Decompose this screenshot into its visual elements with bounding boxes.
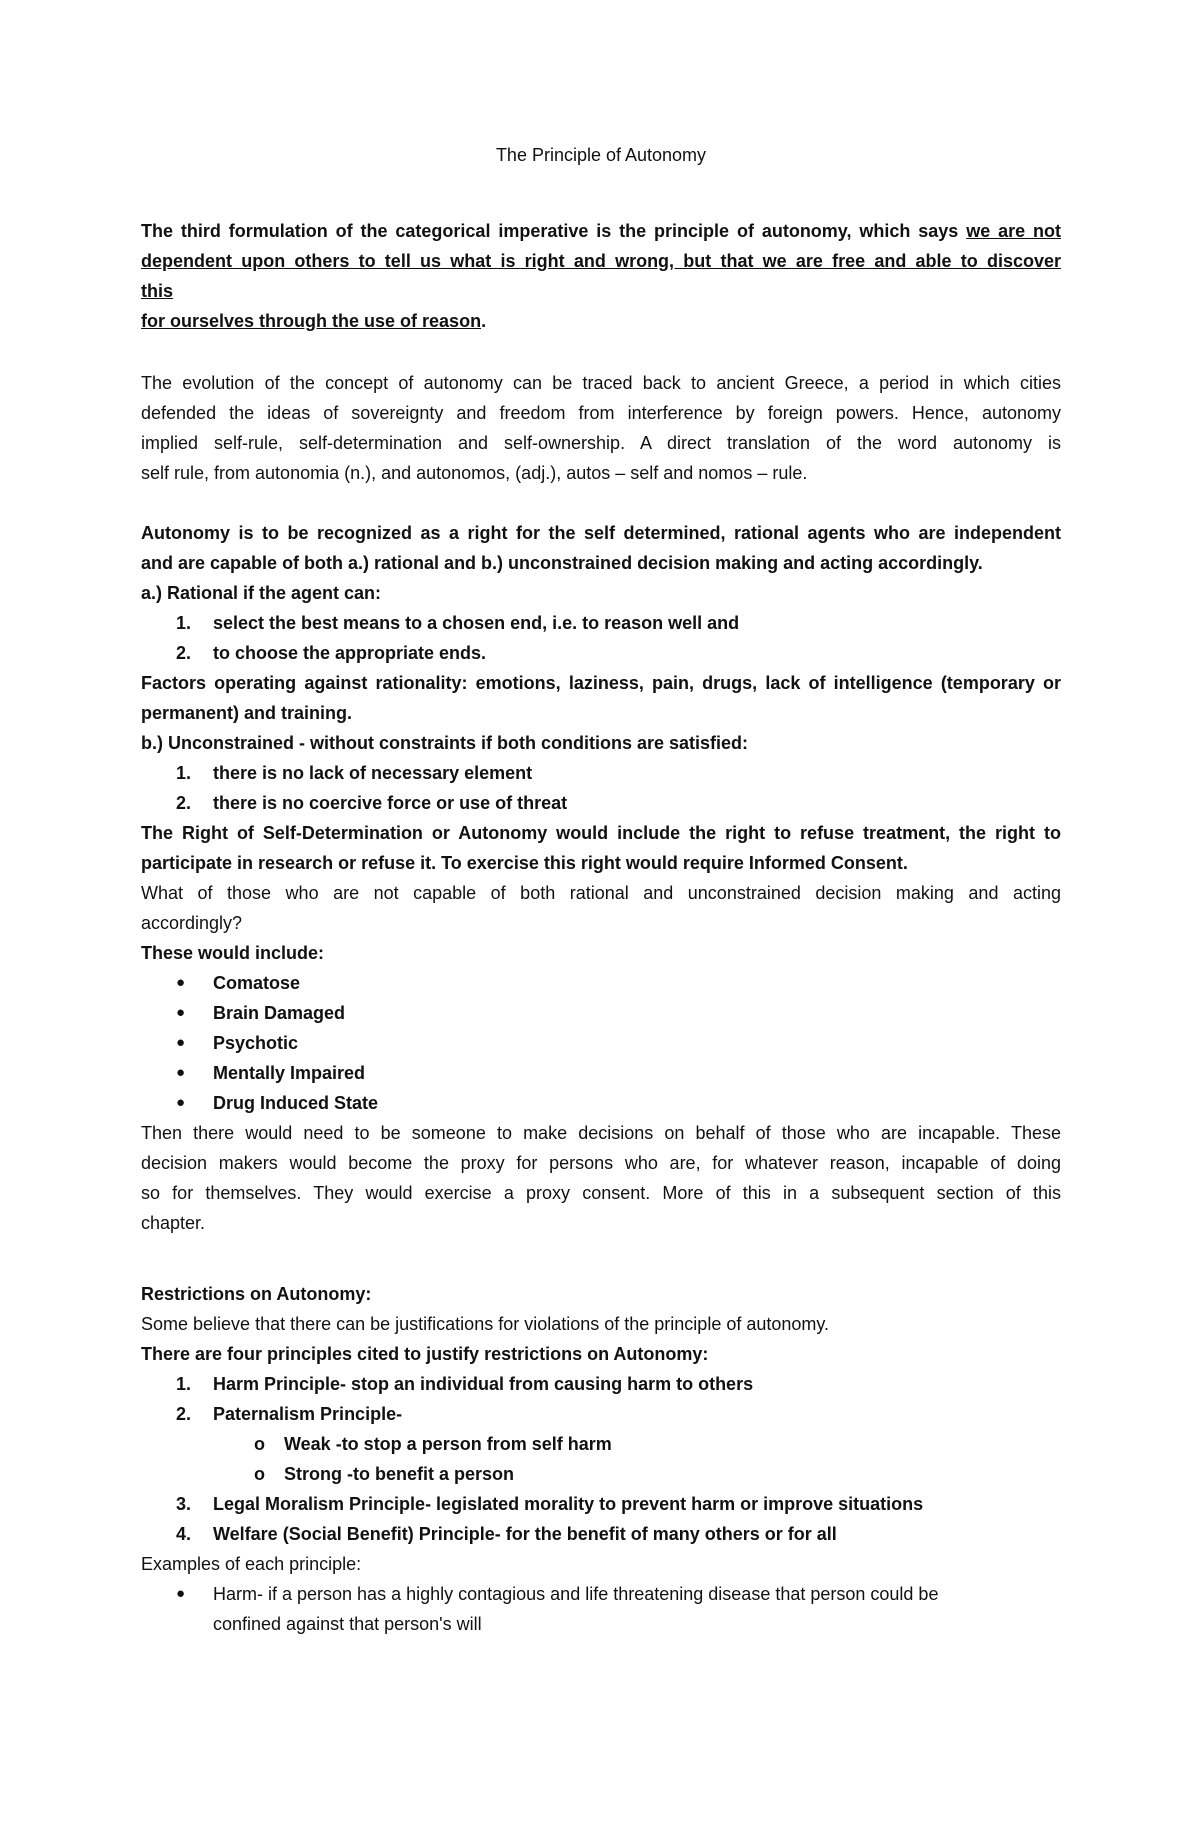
- intro-tail: .: [481, 311, 487, 331]
- proxy-line-4: chapter.: [141, 1213, 206, 1233]
- list-number: 2.: [176, 793, 192, 813]
- evolution-line-2: defended the ideas of sovereignty and freedom from interference by foreign powers. Hence, autonomy: [141, 403, 1061, 423]
- list-text: there is no lack of necessary element: [213, 763, 533, 783]
- sub-list-text: Strong -to benefit a person: [284, 1464, 515, 1484]
- examples-heading: Examples of each principle:: [141, 1554, 362, 1574]
- list-text: Legal Moralism Principle- legislated morality to prevent harm or improve situations: [213, 1494, 924, 1514]
- list-text: Psychotic: [213, 1033, 299, 1053]
- bullet-icon: ●: [176, 974, 186, 991]
- list-number: 1.: [176, 1374, 192, 1394]
- factors-line-2: permanent) and training.: [141, 703, 353, 723]
- list-text: Harm- if a person has a highly contagious and life threatening disease that person could be: [213, 1584, 939, 1604]
- bullet-icon: ●: [176, 1585, 186, 1602]
- intro-underlined-4: for ourselves through the use of reason: [141, 311, 482, 331]
- restrictions-line-1: Some believe that there can be justifications for violations of the principle of autonomy.: [141, 1314, 830, 1334]
- proxy-line-2: decision makers would become the proxy for persons who are, for whatever reason, incapable of doing: [141, 1153, 1061, 1173]
- unconstrained-heading: b.) Unconstrained - without constraints if both conditions are satisfied:: [141, 733, 749, 753]
- list-number: 2.: [176, 643, 192, 663]
- question-line-1: What of those who are not capable of both rational and unconstrained decision making and acting: [141, 883, 1061, 903]
- question-line-2: accordingly?: [141, 913, 243, 933]
- list-text: Welfare (Social Benefit) Principle- for the benefit of many others or for all: [213, 1524, 837, 1544]
- intro-line-1: [141, 220, 1061, 242]
- list-number: 2.: [176, 1404, 192, 1424]
- evolution-line-4: self rule, from autonomia (n.), and autonomos, (adj.), autos – self and nomos – rule.: [141, 463, 808, 483]
- self-determination-line-1: The Right of Self-Determination or Autonomy would include the right to refuse treatment, the right to: [141, 823, 1061, 843]
- rational-heading: a.) Rational if the agent can:: [141, 583, 382, 603]
- bullet-icon: ●: [176, 1004, 186, 1021]
- bullet-icon: ●: [176, 1034, 186, 1051]
- evolution-line-3: implied self-rule, self-determination and self-ownership. A direct translation of the word autonomy is: [141, 433, 1061, 453]
- list-text: select the best means to a chosen end, i.e. to reason well and: [213, 613, 740, 633]
- right-line-2: and are capable of both a.) rational and b.) unconstrained decision making and acting accordingly.: [141, 553, 983, 573]
- page-title: The Principle of Autonomy: [495, 145, 707, 165]
- list-number: 3.: [176, 1494, 192, 1514]
- list-text: Comatose: [213, 973, 301, 993]
- evolution-line-1: The evolution of the concept of autonomy can be traced back to ancient Greece, a period in which cities: [141, 373, 1061, 393]
- sub-bullet: o: [254, 1464, 265, 1484]
- bullet-icon: ●: [176, 1064, 186, 1081]
- self-determination-line-2: participate in research or refuse it. To exercise this right would require Informed Consent.: [141, 853, 908, 873]
- bullet-icon: ●: [176, 1094, 186, 1111]
- intro-underlined-3: this: [141, 281, 174, 301]
- intro-underlined-2: dependent upon others to tell us what is right and wrong, but that we are free and able to discover: [141, 251, 1061, 271]
- factors-line-1: Factors operating against rationality: emotions, laziness, pain, drugs, lack of intelligence (temporary or: [141, 673, 1061, 693]
- list-text: to choose the appropriate ends.: [213, 643, 487, 663]
- restrictions-heading: Restrictions on Autonomy:: [141, 1284, 372, 1304]
- list-text: Paternalism Principle-: [213, 1404, 403, 1424]
- sub-list-text: Weak -to stop a person from self harm: [284, 1434, 612, 1454]
- restrictions-line-2: There are four principles cited to justify restrictions on Autonomy:: [141, 1344, 709, 1364]
- list-text: Harm Principle- stop an individual from causing harm to others: [213, 1374, 754, 1394]
- intro-line-4: [141, 310, 486, 332]
- sub-bullet: o: [254, 1434, 265, 1454]
- list-text: Mentally Impaired: [213, 1063, 366, 1083]
- proxy-line-3: so for themselves. They would exercise a proxy consent. More of this in a subsequent section of this: [141, 1183, 1061, 1203]
- list-text: Brain Damaged: [213, 1003, 346, 1023]
- proxy-line-1: Then there would need to be someone to make decisions on behalf of those who are incapable. These: [141, 1123, 1061, 1143]
- list-number: 4.: [176, 1524, 192, 1544]
- list-number: 1.: [176, 763, 192, 783]
- include-heading: These would include:: [141, 943, 325, 963]
- list-text: confined against that person's will: [213, 1614, 482, 1634]
- list-text: Drug Induced State: [213, 1093, 379, 1113]
- intro-underlined-1: we are not: [966, 221, 1061, 241]
- list-text: there is no coercive force or use of threat: [213, 793, 568, 813]
- right-line-1: Autonomy is to be recognized as a right for the self determined, rational agents who are independent: [141, 523, 1061, 543]
- intro-lead: The third formulation of the categorical imperative is the principle of autonomy, which says: [141, 221, 967, 241]
- list-number: 1.: [176, 613, 192, 633]
